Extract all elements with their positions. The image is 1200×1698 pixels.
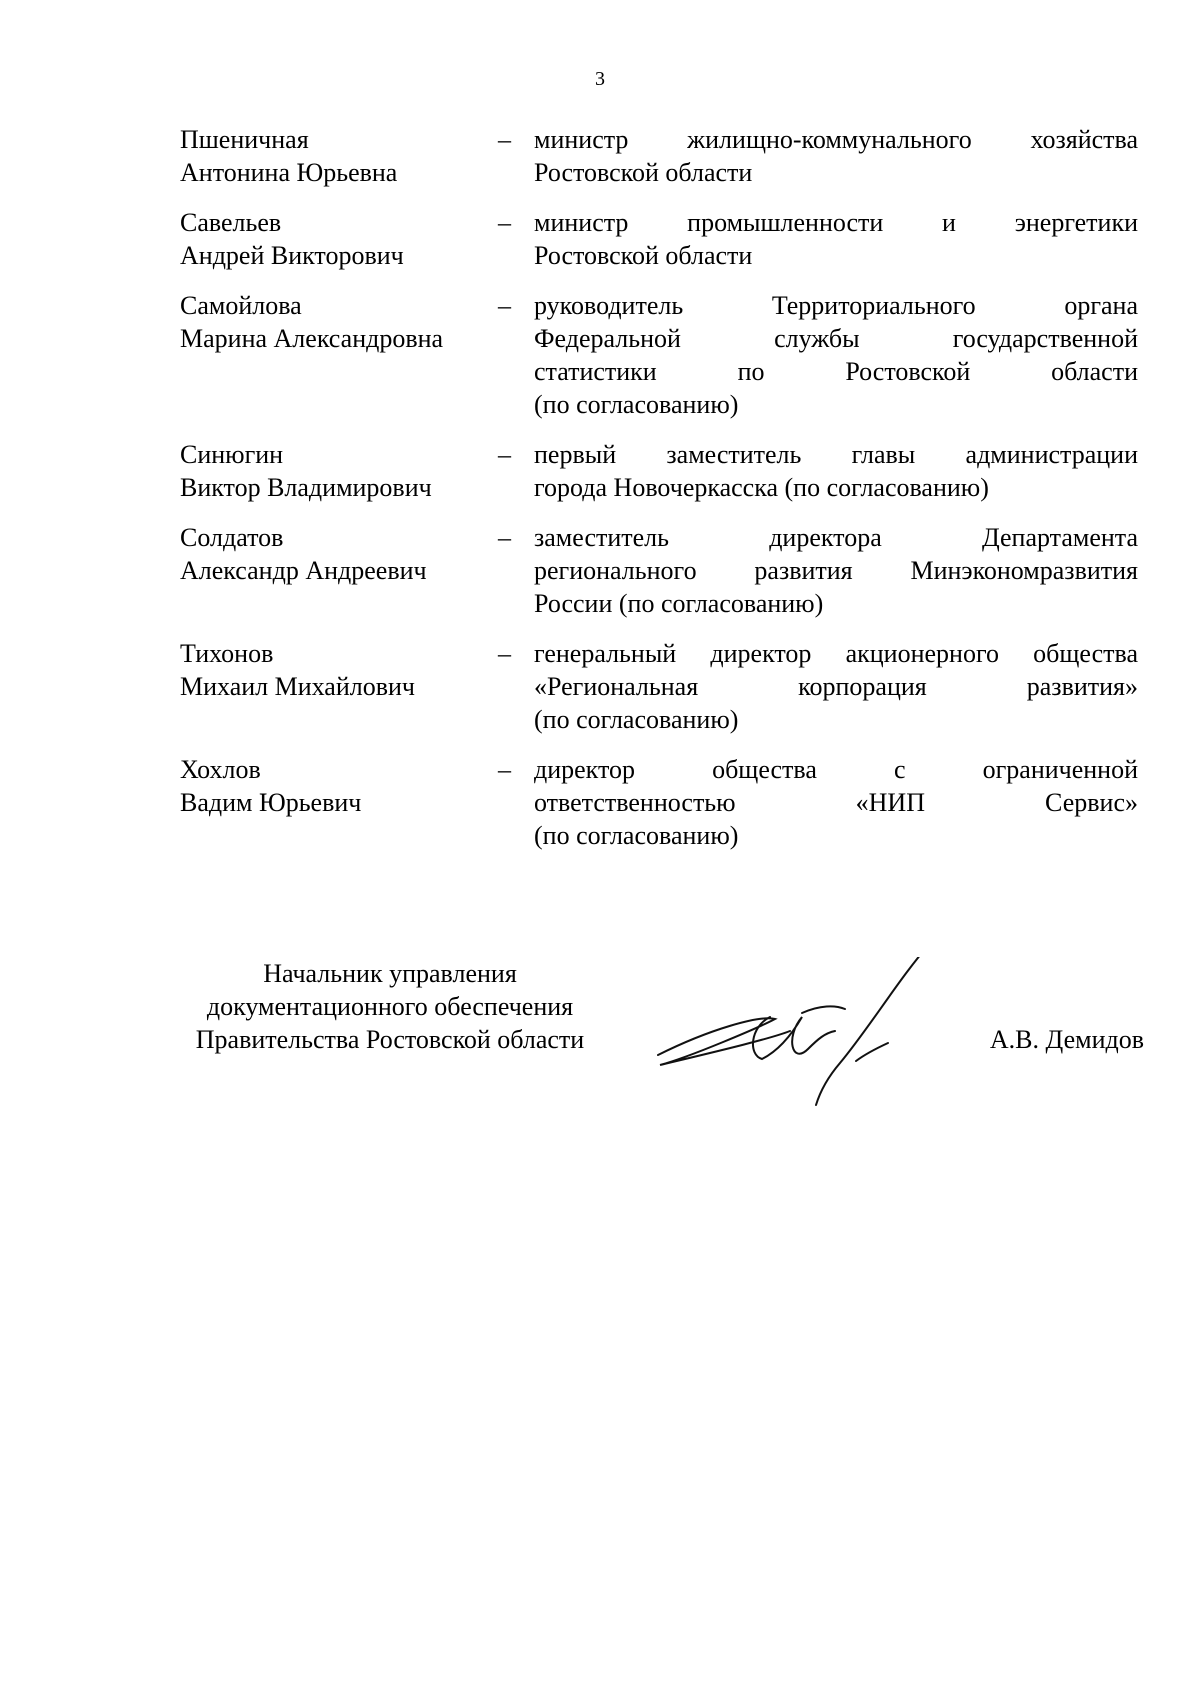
member-item — [180, 206, 1140, 272]
member-position — [534, 521, 1138, 620]
position-line: ответственностью «НИП Сервис» — [534, 788, 1138, 817]
member-dash: – — [498, 440, 511, 469]
position-line: министр жилищно-коммунального хозяйства — [534, 125, 1138, 154]
signature-block — [0, 957, 1200, 1117]
position-line: (по согласованию) — [534, 390, 739, 419]
position-line: регионального развития Минэкономразвития — [534, 556, 1138, 585]
position-line: города Новочеркасска (по согласованию) — [534, 473, 989, 502]
member-item — [180, 123, 1140, 189]
position-line: (по согласованию) — [534, 821, 739, 850]
member-position — [534, 206, 1138, 272]
member-given-names: Антонина Юрьевна — [180, 158, 398, 187]
member-dash: – — [498, 208, 511, 237]
position-line: заместитель директора Департамента — [534, 523, 1138, 552]
member-name — [180, 521, 498, 620]
position-line: «Региональная корпорация развития» — [534, 672, 1138, 701]
member-position — [534, 289, 1138, 421]
member-dash: – — [498, 523, 511, 552]
member-item — [180, 438, 1140, 504]
position-line: России (по согласованию) — [534, 589, 824, 618]
member-dash: – — [498, 755, 511, 784]
member-given-names: Михаил Михайлович — [180, 672, 416, 701]
member-name — [180, 753, 498, 852]
members-list — [180, 123, 1140, 869]
signatory-name: А.В. Демидов — [989, 1025, 1144, 1054]
member-name — [180, 438, 498, 504]
member-position — [534, 123, 1138, 189]
member-surname: Тихонов — [180, 639, 274, 668]
member-surname: Самойлова — [180, 291, 302, 320]
member-given-names: Андрей Викторович — [180, 241, 404, 270]
position-line: Федеральной службы государственной — [534, 324, 1138, 353]
member-item — [180, 753, 1140, 852]
position-line: руководитель Территориального органа — [534, 291, 1138, 320]
member-name — [180, 123, 498, 189]
member-item — [180, 521, 1140, 620]
position-line: директор общества с ограниченной — [534, 755, 1138, 784]
member-surname: Савельев — [180, 208, 282, 237]
signatory-title-line: Правительства Ростовской области — [195, 1025, 585, 1054]
member-surname: Синюгин — [180, 440, 284, 469]
signatory-title-line: Начальник управления — [263, 959, 517, 988]
position-line: (по согласованию) — [534, 705, 739, 734]
member-name — [180, 637, 498, 736]
position-line: статистики по Ростовской области — [534, 357, 1138, 386]
member-dash: – — [498, 291, 511, 320]
member-item — [180, 637, 1140, 736]
member-dash: – — [498, 125, 511, 154]
page-number: 3 — [595, 68, 605, 90]
handwritten-signature — [650, 957, 930, 1117]
member-dash: – — [498, 639, 511, 668]
member-position — [534, 753, 1138, 852]
position-line: первый заместитель главы администрации — [534, 440, 1138, 469]
member-given-names: Виктор Владимирович — [180, 473, 432, 502]
member-surname: Хохлов — [180, 755, 261, 784]
member-given-names: Вадим Юрьевич — [180, 788, 362, 817]
member-position — [534, 637, 1138, 736]
member-surname: Пшеничная — [180, 125, 309, 154]
member-given-names: Александр Андреевич — [180, 556, 427, 585]
member-given-names: Марина Александровна — [180, 324, 444, 353]
member-name — [180, 206, 498, 272]
position-line: Ростовской области — [534, 241, 753, 270]
position-line: генеральный директор акционерного общества — [534, 639, 1138, 668]
signatory-title-line: документационного обеспечения — [206, 992, 574, 1021]
member-position — [534, 438, 1138, 504]
position-line: министр промышленности и энергетики — [534, 208, 1138, 237]
position-line: Ростовской области — [534, 158, 753, 187]
member-surname: Солдатов — [180, 523, 284, 552]
member-name — [180, 289, 498, 421]
member-item — [180, 289, 1140, 421]
